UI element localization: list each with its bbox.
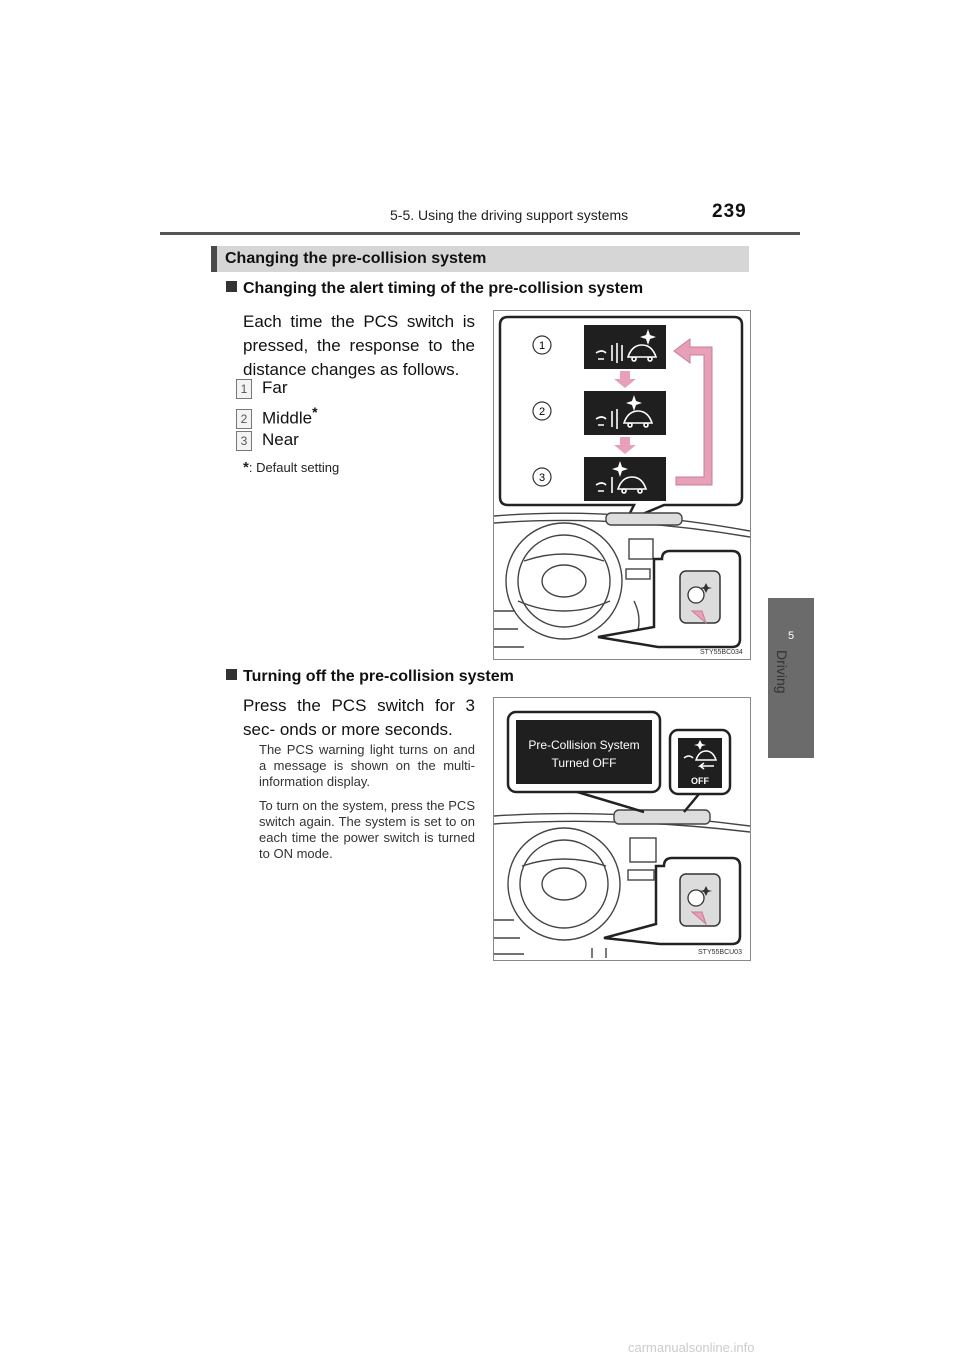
footnote: *: Default setting <box>243 459 340 476</box>
turn-off-paragraph: Press the PCS switch for 3 sec- onds or more seconds. <box>243 696 475 739</box>
turn-off-note: To turn on the system, press the PCS switch again. The system is set to on each time the power switch is turned to ON mode. <box>259 798 475 861</box>
step-number: 3 <box>236 431 252 451</box>
figure-label-2: 2 <box>538 406 546 418</box>
turn-off-heading: Turning off the pre-collision system <box>226 668 514 686</box>
turn-off-illustration <box>494 698 750 960</box>
figure-code: STY55BCU03 <box>698 949 742 956</box>
list-item: 3 Near <box>236 430 299 451</box>
multi-info-display <box>516 720 652 784</box>
alert-timing-figure <box>493 310 751 660</box>
pcs-far-panel <box>584 325 666 369</box>
figure-code: STY55BC034 <box>700 649 743 656</box>
section-title-bar <box>211 246 749 272</box>
list-item: 1 Far <box>236 378 288 399</box>
turn-off-note: The PCS warning light turns on and a message is shown on the multi-information display. <box>259 742 475 789</box>
square-bullet-icon <box>226 669 237 680</box>
display-message-line2: Turned OFF <box>551 756 617 770</box>
chapter-tab-number: 5 <box>787 630 795 642</box>
footer-watermark: carmanualsonline.info <box>628 1340 755 1355</box>
alert-timing-heading: Changing the alert timing of the pre-collision system <box>226 280 643 298</box>
default-marker: * <box>312 404 318 420</box>
display-message-line1: Pre-Collision System <box>528 738 640 752</box>
pcs-middle-panel <box>584 391 666 435</box>
page-number: 239 <box>712 201 747 222</box>
step-number: 1 <box>236 379 252 399</box>
list-item: 2 Middle* <box>236 404 318 429</box>
step-number: 2 <box>236 409 252 429</box>
turn-off-figure <box>493 697 751 961</box>
section-title: Changing the pre-collision system <box>225 250 487 267</box>
alert-timing-illustration <box>494 311 750 659</box>
header-rule <box>160 232 800 235</box>
figure-label-3: 3 <box>538 472 546 484</box>
alert-timing-paragraph: Each time the PCS switch is pressed, the response to the distance changes as follows. <box>243 312 475 379</box>
figure-label-1: 1 <box>538 340 546 352</box>
square-bullet-icon <box>226 281 237 292</box>
header-section-title: 5-5. Using the driving support systems <box>390 207 629 223</box>
off-indicator: OFF <box>691 776 709 786</box>
